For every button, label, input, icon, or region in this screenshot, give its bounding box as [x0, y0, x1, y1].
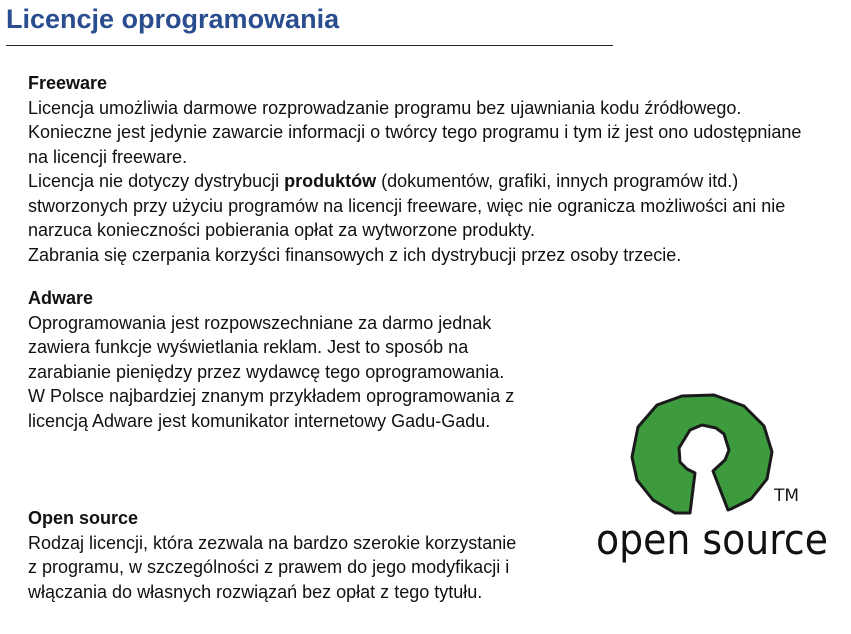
adware-heading: Adware [28, 288, 94, 308]
opensource-heading: Open source [28, 508, 139, 528]
adware-paragraph-1: Oprogramowania jest rozpowszechniane za darmo jednak zawiera funkcje wyświetlania reklam. Jest to sposób na zarabianie pieniędzy przez wydawcę tego oprogramowania. [28, 312, 505, 382]
trademark-symbol: TM [774, 486, 800, 506]
freeware-p2-end: (dokumentów, grafiki, innych programów itd.) stworzonych przy użyciu programów na licencji freeware, więc nie ogranicza możliwości ani nie narzuca konieczności pobierania opłat za wytworzone produkty. [28, 171, 786, 240]
open-source-keyhole-icon [632, 395, 772, 513]
page-title: Licencje oprogramowania [6, 4, 340, 34]
adware-section [28, 286, 528, 433]
opensource-section [28, 506, 528, 604]
opensource-paragraph-1: Rodzaj licencji, która zezwala na bardzo szerokie korzystanie z programu, w szczególności z prawem do jego modyfikacji i włączania do własnych rozwiązań bez opłat z tego tytułu. [28, 532, 517, 602]
adware-paragraph-2: W Polsce najbardziej znanym przykładem oprogramowania z licencją Adware jest komunikator internetowy Gadu-Gadu. [28, 386, 515, 431]
open-source-wordmark: open source [596, 515, 828, 564]
freeware-section [28, 71, 818, 267]
title-divider [6, 45, 613, 46]
freeware-paragraph-1: Licencja umożliwia darmowe rozprowadzanie programu bez ujawniania kodu źródłowego. Konieczne jest jedynie zawarcie informacji o twórcy tego programu i tym iż jest ono udostępniane na licencji freeware. [28, 97, 802, 167]
freeware-p2-start: Licencja nie dotyczy dystrybucji [28, 171, 285, 191]
freeware-heading: Freeware [28, 73, 108, 93]
freeware-p2-bold: produktów [284, 171, 377, 191]
freeware-paragraph-3: Zabrania się czerpania korzyści finansowych z ich dystrybucji przez osoby trzecie. [28, 244, 682, 265]
freeware-paragraph-2 [28, 169, 818, 243]
open-source-logo [594, 368, 834, 568]
